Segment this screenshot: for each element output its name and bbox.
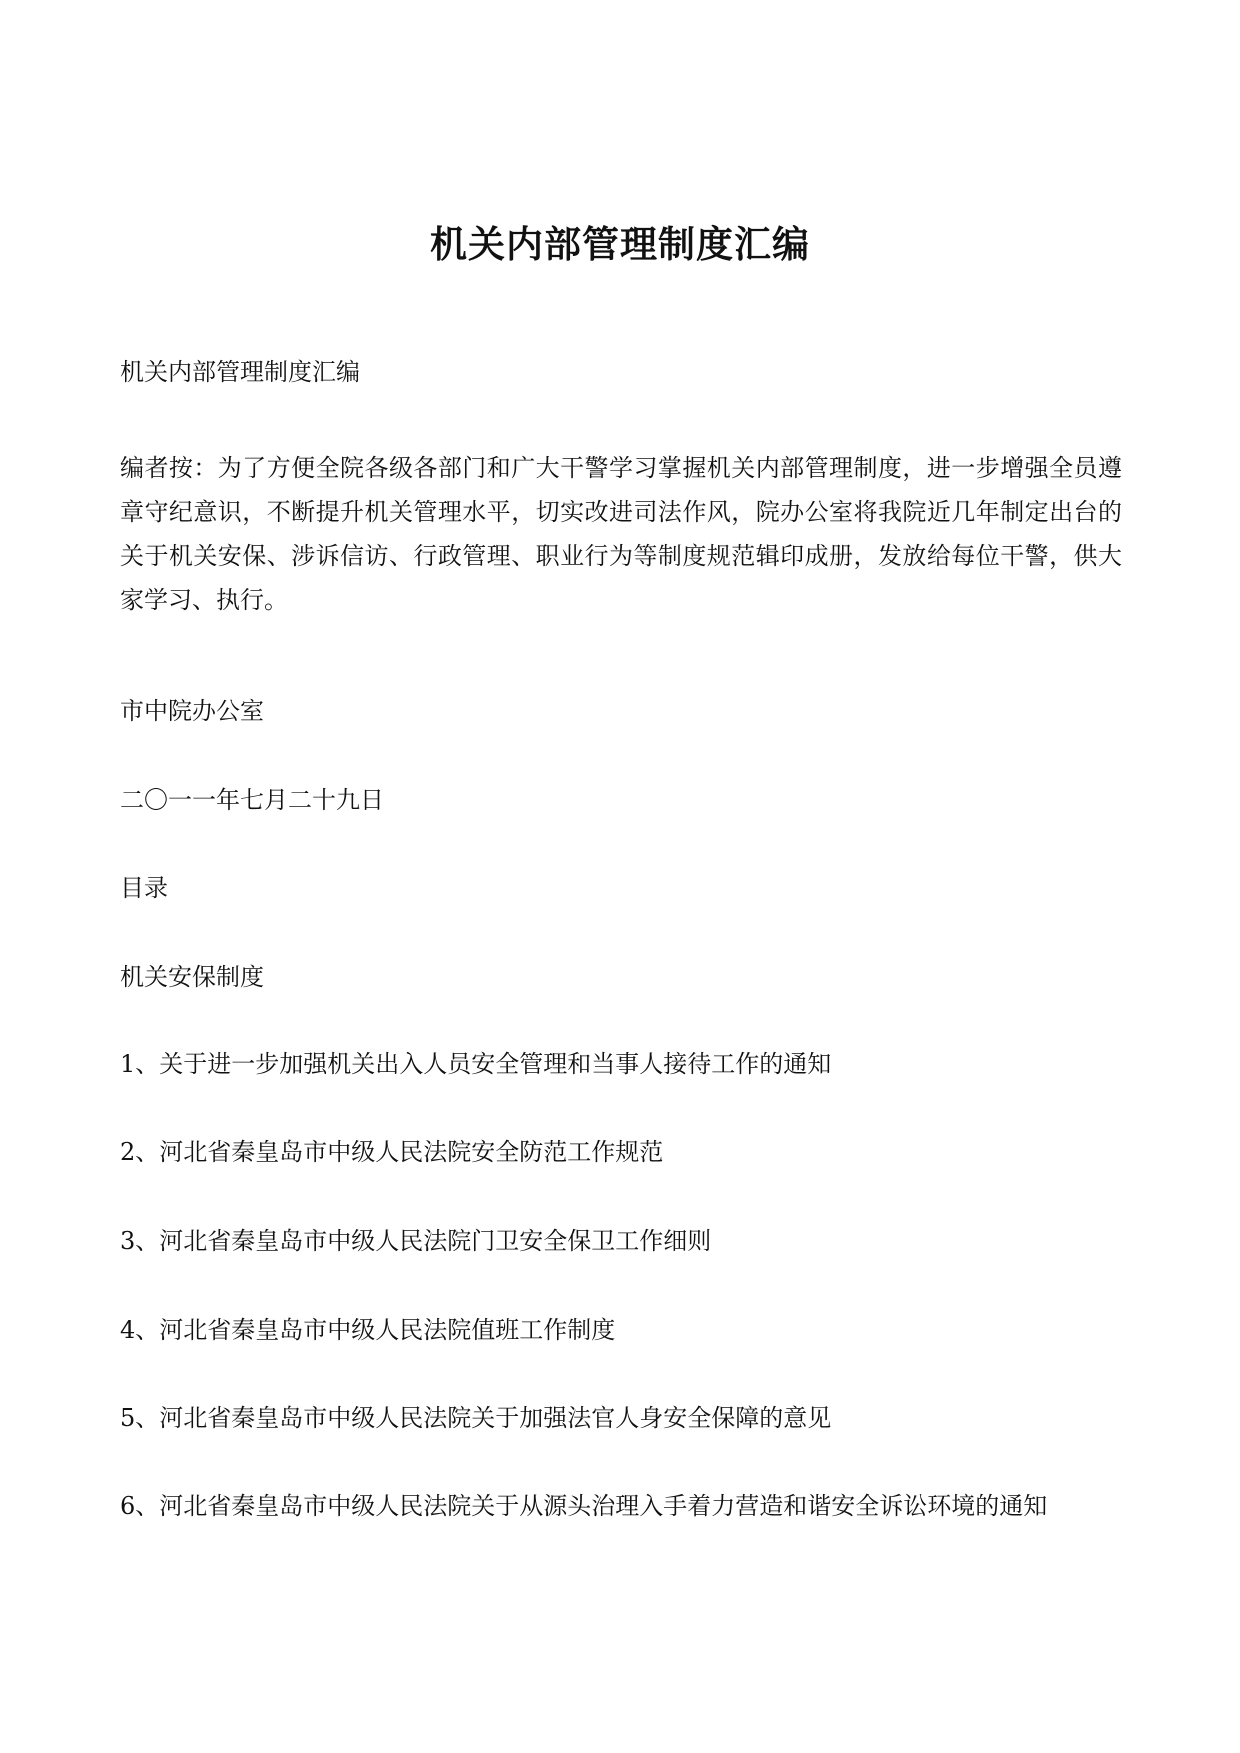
- document-subtitle: 机关内部管理制度汇编: [120, 358, 360, 386]
- issue-date: 二〇一一年七月二十九日: [120, 786, 384, 814]
- document-title: 机关内部管理制度汇编: [430, 222, 810, 266]
- toc-item: 1、关于进一步加强机关出入人员安全管理和当事人接待工作的通知: [120, 1050, 832, 1078]
- toc-item: 5、河北省秦皇岛市中级人民法院关于加强法官人身安全保障的意见: [120, 1404, 832, 1432]
- toc-item: 2、河北省秦皇岛市中级人民法院安全防范工作规范: [120, 1138, 664, 1166]
- preface-paragraph: 编者按：为了方便全院各级各部门和广大干警学习掌握机关内部管理制度，进一步增强全员遵章守纪意识，不断提升机关管理水平，切实改进司法作风，院办公室将我院近几年制定出台的关于机关安保、涉诉信访、行政管理、职业行为等制度规范辑印成册，发放给每位干警，供大家学习、执行。: [120, 454, 1122, 614]
- toc-heading: 目录: [120, 874, 168, 902]
- toc-item: 6、河北省秦皇岛市中级人民法院关于从源头治理入手着力营造和谐安全诉讼环境的通知: [120, 1492, 1048, 1520]
- issuing-office: 市中院办公室: [120, 697, 264, 725]
- section-heading: 机关安保制度: [120, 963, 264, 991]
- toc-item: 4、河北省秦皇岛市中级人民法院值班工作制度: [120, 1316, 616, 1344]
- toc-item: 3、河北省秦皇岛市中级人民法院门卫安全保卫工作细则: [120, 1227, 712, 1255]
